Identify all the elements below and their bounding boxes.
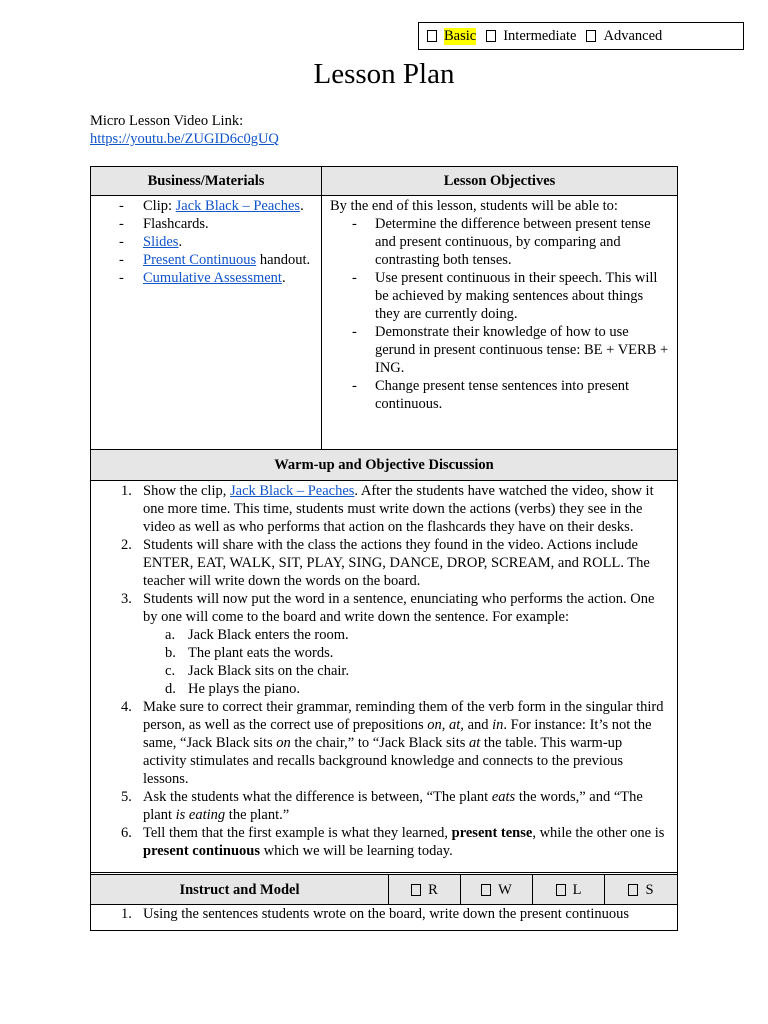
- level-advanced[interactable]: [586, 28, 662, 45]
- checkbox-icon[interactable]: [427, 30, 437, 42]
- period: .: [281, 270, 286, 286]
- list-item: Students will share with the class the actions they found in the video. Actions include ENTER, EAT, WALK, SIT, PLAY, SING, DANCE, DROP, SCREAM, and ROLL. The teacher will write down the words on the board.: [143, 537, 650, 589]
- skill-reading[interactable]: [389, 875, 461, 904]
- text: Tell them that the first example is what they learned,: [143, 825, 452, 841]
- list-item: [91, 788, 677, 824]
- text: Students will now put the word in a sentence, enunciating who performs the action. One by one will come to the board and write down the sentence. For example:: [143, 591, 655, 625]
- slides-link[interactable]: Slides: [143, 234, 179, 250]
- level-advanced-label: Advanced: [603, 27, 663, 44]
- list-item: He plays the piano.: [188, 681, 300, 697]
- text: . After the students have watched the video, show it one more time. This time, students must write down the actions (verbs) they see in the video as well as who performs that action on the flashcards they have on their desks.: [143, 483, 654, 535]
- list-item: [91, 482, 677, 536]
- skill-label: R: [428, 881, 438, 898]
- page-title: Lesson Plan: [313, 58, 455, 90]
- period: .: [178, 234, 183, 250]
- text: which we will be learning today.: [259, 843, 453, 859]
- skill-listening[interactable]: [533, 875, 605, 904]
- skill-label: L: [572, 881, 582, 898]
- level-selector: [418, 22, 744, 50]
- skill-label: S: [645, 881, 654, 898]
- instruct-header: Instruct and Model: [91, 875, 389, 904]
- text: the plant.”: [225, 807, 290, 823]
- text: is eating: [175, 807, 226, 823]
- objectives-list: [322, 215, 677, 413]
- level-basic-label: Basic: [444, 27, 477, 44]
- video-link[interactable]: https://youtu.be/ZUGID6c0gUQ: [90, 131, 279, 147]
- video-link-block: [90, 112, 279, 148]
- skill-label: W: [498, 881, 512, 898]
- text: Show the clip,: [143, 483, 230, 499]
- list-item: Using the sentences students wrote on the board, write down the present continuous: [143, 906, 630, 922]
- text: . For instance: It’s not the same, “Jack Black sits: [143, 717, 652, 751]
- skill-speaking[interactable]: [605, 875, 677, 904]
- checkbox-icon[interactable]: [586, 30, 596, 42]
- instruct-header-row: [91, 875, 677, 905]
- period: .: [300, 198, 304, 214]
- examples-list: [143, 626, 665, 698]
- text: Ask the students what the difference is between, “The plant: [143, 789, 492, 805]
- list-item: [91, 698, 677, 788]
- materials-objectives-row: [91, 196, 677, 450]
- warmup-header: Warm-up and Objective Discussion: [91, 450, 677, 481]
- text: the chair,” to “Jack Black sits: [290, 735, 469, 751]
- text: Make sure to correct their grammar, reminding them of the verb form in the singular third person, as well as the correct use of prepositions: [143, 699, 664, 733]
- list-item: - Flashcards.: [91, 215, 321, 233]
- text: on, at,: [427, 717, 464, 733]
- list-item: - Change present tense sentences into present continuous.: [322, 377, 677, 413]
- text: , while the other one is: [532, 825, 665, 841]
- instruct-list: [91, 905, 677, 923]
- text: at: [469, 735, 481, 751]
- objectives-lead: By the end of this lesson, students will be able to:: [330, 198, 618, 214]
- assessment-link[interactable]: Cumulative Assessment: [143, 270, 282, 286]
- checkbox-icon[interactable]: [411, 884, 421, 896]
- list-item: [91, 590, 677, 698]
- checkbox-icon[interactable]: [486, 30, 496, 42]
- text: eats: [491, 789, 516, 805]
- warmup-cell: [91, 481, 677, 875]
- video-link-label: Micro Lesson Video Link:: [90, 113, 244, 129]
- warmup-list: [91, 482, 677, 860]
- lesson-table: [90, 166, 678, 931]
- materials-list: [91, 196, 321, 287]
- checkbox-icon[interactable]: [556, 884, 566, 896]
- text: on: [276, 735, 291, 751]
- list-item: The plant eats the words.: [188, 645, 334, 661]
- instruct-cell: [91, 905, 677, 923]
- level-intermediate[interactable]: [486, 28, 576, 45]
- level-intermediate-label: Intermediate: [503, 27, 577, 44]
- objectives-cell: [322, 196, 677, 449]
- list-item: - Determine the difference between present tense and present continuous, by comparing and contrasting both tenses.: [322, 215, 677, 269]
- header-row: [91, 167, 677, 196]
- text: in: [492, 717, 504, 733]
- list-item: [91, 269, 321, 287]
- checkbox-icon[interactable]: [628, 884, 638, 896]
- handout-link[interactable]: Present Continuous: [143, 252, 257, 268]
- list-item: - Use present continuous in their speech. This will be achieved by making sentences about things they are currently doing.: [322, 269, 677, 323]
- list-item: [91, 824, 677, 860]
- skill-writing[interactable]: [461, 875, 533, 904]
- list-item: [91, 251, 321, 269]
- clip-link[interactable]: Jack Black – Peaches: [175, 198, 301, 214]
- list-item: Jack Black enters the room.: [188, 627, 349, 643]
- text: the table. This warm-up activity stimulates and recalls background knowledge and connects to the previous lessons.: [143, 735, 623, 787]
- list-item: - Demonstrate their knowledge of how to use gerund in present continuous tense: BE + VERB + ING.: [322, 323, 677, 377]
- list-item: Jack Black sits on the chair.: [188, 663, 350, 679]
- text: present tense: [451, 825, 533, 841]
- text: and: [463, 717, 493, 733]
- warmup-clip-link[interactable]: Jack Black – Peaches: [230, 483, 355, 499]
- list-item: [91, 197, 321, 215]
- text: present continuous: [143, 843, 260, 859]
- text: the words,” and “The plant: [143, 789, 643, 823]
- level-basic[interactable]: [427, 28, 476, 45]
- clip-prefix: Clip:: [143, 198, 176, 214]
- materials-header: Business/Materials: [91, 167, 322, 196]
- objectives-header: Lesson Objectives: [322, 167, 677, 196]
- checkbox-icon[interactable]: [481, 884, 491, 896]
- handout-suffix: handout.: [256, 252, 311, 268]
- list-item: [91, 233, 321, 251]
- materials-cell: [91, 196, 322, 449]
